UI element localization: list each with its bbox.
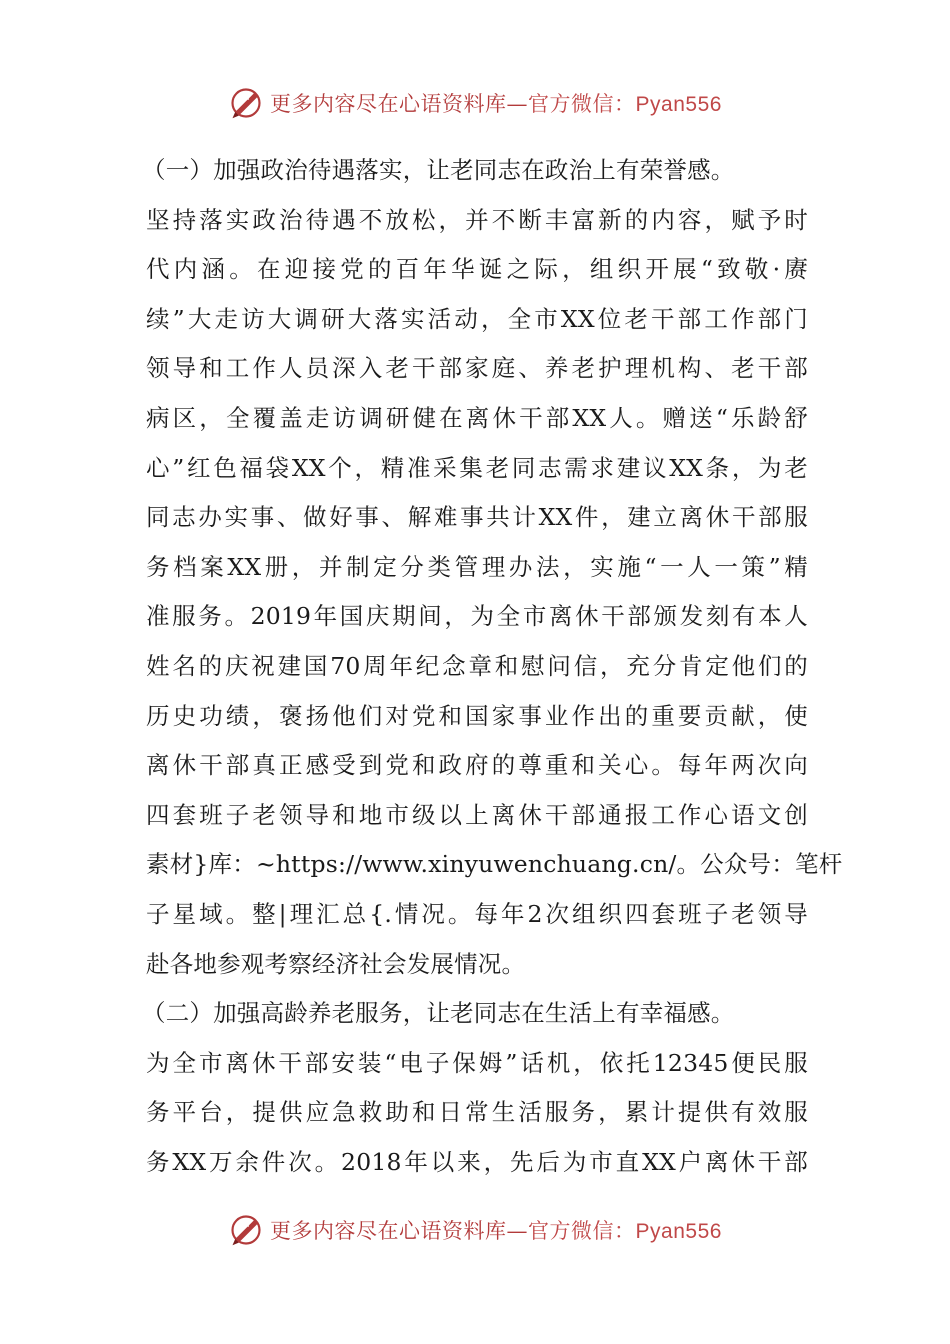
- wechat-id: Pyan556: [635, 93, 722, 116]
- body-line: 为全市离休干部安装“电子保姆”话机，依托12345便民服: [146, 1048, 808, 1077]
- body-line: 务平台，提供应急救助和日常生活服务，累计提供有效服: [146, 1098, 808, 1127]
- body-line: 赴各地参观考察经济社会发展情况。: [146, 949, 526, 978]
- body-line: 续”大走访大调研大落实活动，全市XX位老干部工作部门: [146, 304, 808, 333]
- section-heading-2: （二）加强高龄养老服务，让老同志在生活上有幸福感。: [142, 999, 735, 1028]
- watermark-dash: —: [506, 1219, 529, 1243]
- body-line: 准服务。2019年国庆期间，为全市离休干部颁发刻有本人: [146, 602, 808, 631]
- body-line: 领导和工作人员深入老干部家庭、养老护理机构、老干部: [146, 354, 808, 383]
- wechat-label: 官方微信：: [528, 1219, 636, 1243]
- body-line: 病区，全覆盖走访调研健在离休干部XX人。赠送“乐龄舒: [146, 403, 808, 432]
- watermark-text: [270, 1215, 722, 1245]
- body-line: 子星域。整|理汇总{.情况。每年2次组织四套班子老领导: [146, 899, 808, 928]
- body-line: 代内涵。在迎接党的百年华诞之际，组织开展“致敬·赓: [146, 255, 808, 284]
- body-line: 务XX万余件次。2018年以来，先后为市直XX户离休干部: [146, 1147, 808, 1176]
- body-line: 务档案XX册，并制定分类管理办法，实施“一人一策”精: [146, 552, 808, 581]
- watermark-dash: —: [506, 92, 529, 116]
- wechat-id: Pyan556: [635, 1220, 722, 1243]
- body-line: 姓名的庆祝建国70周年纪念章和慰问信，充分肯定他们的: [146, 651, 808, 680]
- body-line: 坚持落实政治待遇不放松，并不断丰富新的内容，赋予时: [146, 205, 808, 234]
- watermark-title: 更多内容尽在心语资料库: [270, 92, 507, 116]
- footer-watermark: [0, 1205, 950, 1255]
- pen-logo-icon: [228, 1212, 264, 1248]
- body-line: 素材}库：~https://www.xinyuwenchuang.cn/。公众号：笔杆: [146, 850, 843, 879]
- header-watermark: [0, 78, 950, 128]
- watermark-title: 更多内容尽在心语资料库: [270, 1219, 507, 1243]
- body-line: 四套班子老领导和地市级以上离休干部通报工作心语文创: [146, 800, 808, 829]
- body-line: 心”红色福袋XX个，精准采集老同志需求建议XX条，为老: [146, 453, 808, 482]
- section-heading-1: （一）加强政治待遇落实，让老同志在政治上有荣誉感。: [142, 156, 735, 184]
- document-body: [142, 146, 843, 1187]
- pen-logo-icon: [228, 85, 264, 121]
- wechat-label: 官方微信：: [528, 92, 636, 116]
- body-line: 离休干部真正感受到党和政府的尊重和关心。每年两次向: [146, 751, 808, 780]
- watermark-text: [270, 88, 722, 118]
- body-line: 同志办实事、做好事、解难事共计XX件，建立离休干部服: [146, 503, 808, 532]
- body-line: 历史功绩，褒扬他们对党和国家事业作出的重要贡献，使: [146, 701, 808, 730]
